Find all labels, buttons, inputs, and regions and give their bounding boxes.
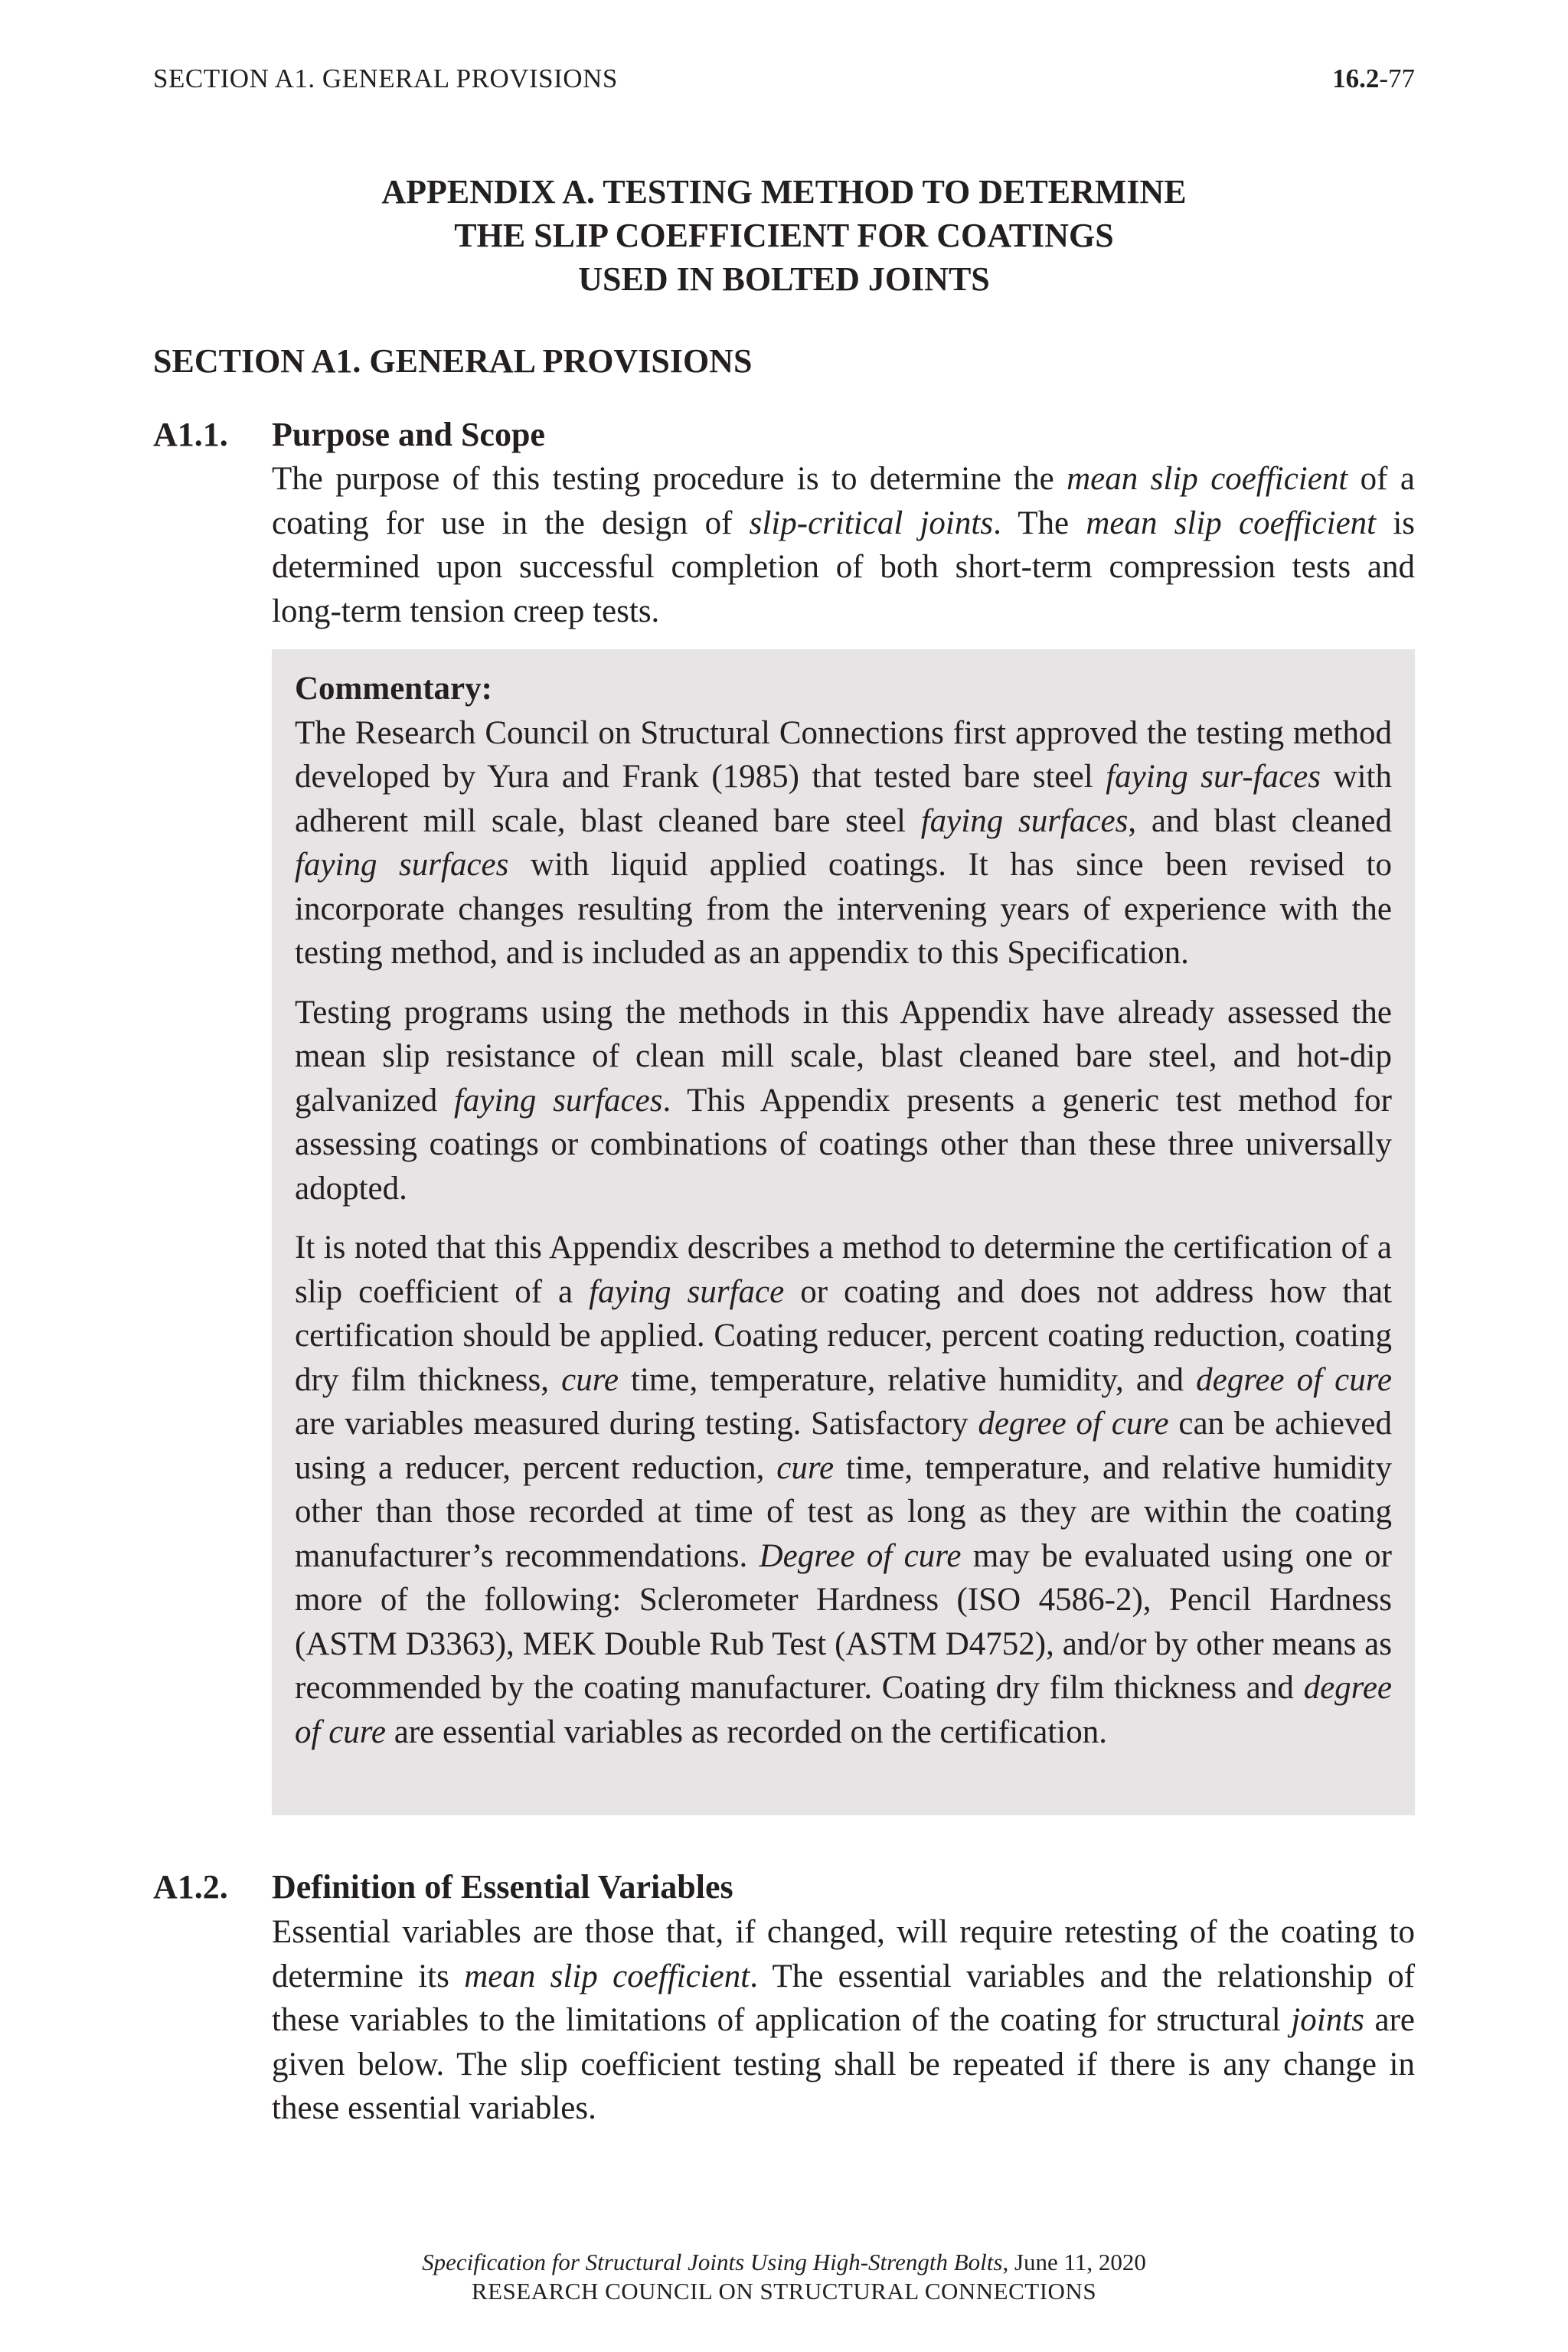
running-head-section: SECTION A1. GENERAL PROVISIONS	[153, 64, 618, 93]
defined-term: mean slip coefficient	[464, 1958, 750, 1994]
defined-term: mean slip coefficient	[1086, 505, 1377, 541]
appendix-title	[153, 170, 1415, 301]
a11-paragraph	[272, 457, 1415, 633]
commentary-paragraph-2	[295, 991, 1392, 1211]
defined-term: slip-critical joints	[749, 505, 994, 541]
defined-term: faying sur-faces	[1106, 759, 1321, 795]
text-run: It is noted that this Appendix describes a method to determine the certification of a slip coefficient of a	[295, 1230, 1392, 1310]
text-run: are given below. The slip coefficient testing shall be repeated if there is any change in these essential variables.	[272, 2002, 1415, 2126]
defined-term: cure	[776, 1449, 835, 1486]
text-run: . The	[993, 505, 1086, 541]
a12-paragraph	[272, 1910, 1415, 2131]
a11-title: Purpose and Scope	[272, 416, 545, 453]
defined-term: faying surfaces	[453, 1082, 663, 1119]
appendix-title-line2: THE SLIP COEFFICIENT FOR COATINGS	[454, 217, 1114, 254]
text-run: are variables measured during testing. Satisfactory	[295, 1406, 978, 1442]
defined-term: faying surface	[589, 1273, 785, 1310]
defined-term: degree of cure	[978, 1406, 1169, 1442]
footer-spec-line	[153, 2248, 1415, 2277]
defined-term: degree of cure	[295, 1670, 1392, 1750]
a11-number: A1.1.	[153, 416, 228, 453]
text-run: . This Appendix presents a generic test method for assessing coatings or combinations of coatings other than these three universally adopted.	[295, 1082, 1392, 1207]
text-run: Essential variables are those that, if changed, will require retesting of the coating to determine its	[272, 1914, 1415, 1994]
text-run: time, temperature, and relative humidity other than those recorded at time of test as long as they are within the coating manufacturer’s recommendations.	[295, 1449, 1392, 1574]
defined-term: joints	[1291, 2002, 1364, 2038]
defined-term: cure	[561, 1361, 619, 1398]
section-heading: SECTION A1. GENERAL PROVISIONS	[153, 342, 753, 380]
text-run: , and blast cleaned	[1128, 802, 1392, 839]
running-head	[153, 60, 1415, 98]
defined-term: faying surfaces	[920, 802, 1129, 839]
commentary-box	[272, 649, 1415, 1815]
text-run: The Research Council on Structural Connections first approved the testing method developed by Yura and Frank (1985) that tested bare steel	[295, 714, 1392, 795]
text-run: with liquid applied coatings. It has since been revised to incorporate changes resulting from the intervening years of experience with the testing method, and is included as an appendix to this Specification.	[295, 847, 1392, 971]
commentary-paragraph-3	[295, 1226, 1392, 1754]
commentary-paragraph-1	[295, 711, 1392, 975]
commentary-heading: Commentary:	[295, 671, 492, 707]
defined-term: faying surfaces	[295, 847, 509, 883]
footer-council: RESEARCH COUNCIL ON STRUCTURAL CONNECTIONS	[471, 2278, 1097, 2305]
text-run: Testing programs using the methods in this Appendix have already assessed the mean slip resistance of clean mill scale, blast cleaned bare steel, and hot-dip galvanized	[295, 994, 1392, 1119]
appendix-title-line1: APPENDIX A. TESTING METHOD TO DETERMINE	[381, 173, 1187, 211]
page-number-suffix: -77	[1379, 64, 1415, 93]
defined-term: Degree of cure	[759, 1537, 962, 1574]
text-run: The purpose of this testing procedure is to determine the	[272, 461, 1067, 497]
page-footer	[153, 2248, 1415, 2306]
defined-term: mean slip coefficient	[1067, 461, 1348, 497]
text-run: with adherent mill scale, blast cleaned bare steel	[295, 759, 1392, 839]
a12-number: A1.2.	[153, 1868, 228, 1906]
text-run: may be evaluated using one or more of the following: Sclerometer Hardness (ISO 4586-2), Pencil Hardness (ASTM D3363), MEK Double Rub Test (ASTM D4752), and/or by other means as recommended by the coating manufacturer. Coating dry film thickness and	[295, 1537, 1392, 1706]
footer-date: , June 11, 2020	[1002, 2249, 1146, 2275]
text-run: time, temperature, relative humidity, and	[618, 1361, 1197, 1398]
page-number	[1332, 60, 1415, 98]
footer-spec-title: Specification for Structural Joints Using High-Strength Bolts	[422, 2249, 1003, 2275]
text-run: is determined upon successful completion of both short-term compression tests and long-term tension creep tests.	[272, 505, 1416, 629]
text-run: are essential variables as recorded on the certification.	[386, 1713, 1107, 1750]
text-run: of a coating for use in the design of	[272, 461, 1415, 541]
page-number-prefix: 16.2	[1332, 64, 1380, 93]
text-run: . The essential variables and the relationship of these variables to the limitations of application of the coating for structural	[272, 1958, 1416, 2038]
a12-title: Definition of Essential Variables	[272, 1868, 733, 1906]
text-run: or coating and does not address how that certification should be applied. Coating reducer, percent coating reduction, coating dry film thickness,	[295, 1273, 1392, 1398]
text-run: can be achieved using a reducer, percent reduction,	[295, 1406, 1393, 1486]
defined-term: degree of cure	[1196, 1361, 1392, 1398]
appendix-title-line3: USED IN BOLTED JOINTS	[578, 260, 990, 298]
